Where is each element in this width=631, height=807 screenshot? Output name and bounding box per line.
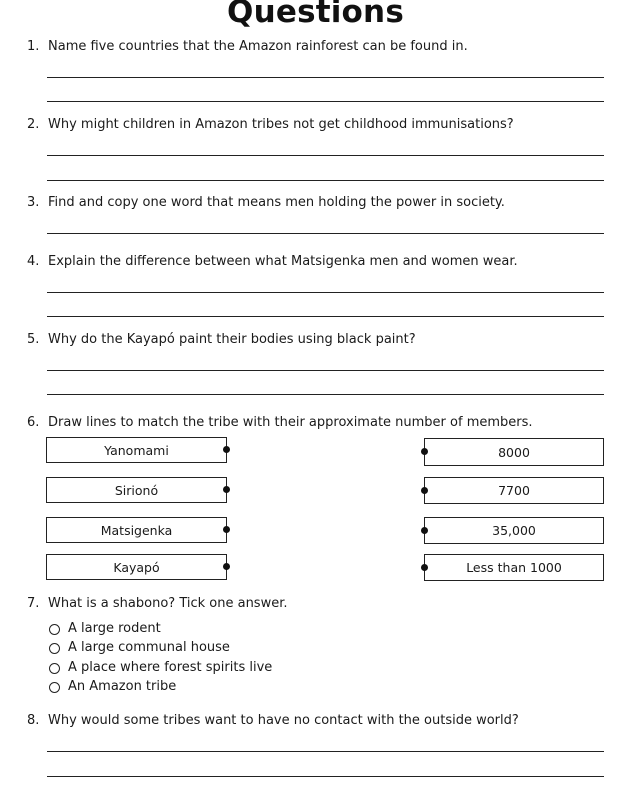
connector-dot[interactable] xyxy=(223,446,230,453)
members-box-8000[interactable] xyxy=(424,438,604,466)
question-text: Find and copy one word that means men holding the power in society. xyxy=(48,195,505,210)
members-box-7700[interactable] xyxy=(424,477,604,504)
connector-dot[interactable] xyxy=(421,448,428,455)
question-number: 1. xyxy=(27,39,40,54)
question-3 xyxy=(27,195,505,211)
question-text: Why would some tribes want to have no contact with the outside world? xyxy=(48,713,519,728)
tribe-box-yanomami[interactable] xyxy=(46,437,227,463)
tribe-box-matsigenka[interactable] xyxy=(46,517,227,543)
option-communal-house[interactable] xyxy=(49,640,230,656)
tribe-label: Matsigenka xyxy=(100,522,173,538)
members-box-35000[interactable] xyxy=(424,517,604,544)
question-number: 7. xyxy=(27,596,40,611)
question-number: 6. xyxy=(27,415,40,430)
option-amazon-tribe[interactable] xyxy=(49,679,176,695)
question-2 xyxy=(27,117,514,133)
answer-line[interactable] xyxy=(47,394,604,395)
answer-line[interactable] xyxy=(47,101,604,102)
question-7 xyxy=(27,596,288,612)
radio-circle-icon[interactable] xyxy=(49,663,60,674)
answer-line[interactable] xyxy=(47,233,604,234)
question-4 xyxy=(27,254,518,270)
page-title: Questions xyxy=(227,0,404,30)
members-label: 7700 xyxy=(498,483,530,498)
radio-circle-icon[interactable] xyxy=(49,643,60,654)
answer-line[interactable] xyxy=(47,370,604,371)
question-text: Name five countries that the Amazon rainforest can be found in. xyxy=(48,39,468,54)
option-label: A large rodent xyxy=(68,621,161,636)
option-label: A place where forest spirits live xyxy=(68,660,273,675)
question-text: Explain the difference between what Matsigenka men and women wear. xyxy=(48,254,518,269)
question-number: 2. xyxy=(27,117,40,132)
answer-line[interactable] xyxy=(47,751,604,752)
question-number: 4. xyxy=(27,254,40,269)
option-label: A large communal house xyxy=(68,640,230,655)
connector-dot[interactable] xyxy=(223,563,230,570)
option-large-rodent[interactable] xyxy=(49,621,161,637)
answer-line[interactable] xyxy=(47,316,604,317)
connector-dot[interactable] xyxy=(421,564,428,571)
members-label: Less than 1000 xyxy=(466,560,562,575)
radio-circle-icon[interactable] xyxy=(49,624,60,635)
answer-line[interactable] xyxy=(47,77,604,78)
tribe-label: Yanomami xyxy=(104,442,169,458)
question-text: Why do the Kayapó paint their bodies using black paint? xyxy=(48,332,416,347)
connector-dot[interactable] xyxy=(223,486,230,493)
tribe-box-siriono[interactable] xyxy=(46,477,227,503)
question-number: 8. xyxy=(27,713,40,728)
question-number: 3. xyxy=(27,195,40,210)
radio-circle-icon[interactable] xyxy=(49,682,60,693)
option-forest-spirits[interactable] xyxy=(49,660,272,676)
question-5 xyxy=(27,332,416,348)
question-text: What is a shabono? Tick one answer. xyxy=(48,596,288,611)
question-number: 5. xyxy=(27,332,40,347)
question-8 xyxy=(27,713,519,729)
question-text: Draw lines to match the tribe with their approximate number of members. xyxy=(48,415,533,430)
tribe-box-kayapo[interactable] xyxy=(46,554,227,580)
tribe-label: Kayapó xyxy=(113,559,160,575)
connector-dot[interactable] xyxy=(223,526,230,533)
members-box-less-than-1000[interactable] xyxy=(424,554,604,581)
answer-line[interactable] xyxy=(47,155,604,156)
connector-dot[interactable] xyxy=(421,527,428,534)
tribe-label: Sirionó xyxy=(114,482,159,498)
answer-line[interactable] xyxy=(47,776,604,777)
option-label: An Amazon tribe xyxy=(68,679,177,694)
connector-dot[interactable] xyxy=(421,487,428,494)
question-6 xyxy=(27,415,533,431)
question-text: Why might children in Amazon tribes not get childhood immunisations? xyxy=(48,117,514,132)
members-label: 35,000 xyxy=(492,523,536,538)
members-label: 8000 xyxy=(498,444,530,460)
question-1 xyxy=(27,39,468,55)
answer-line[interactable] xyxy=(47,180,604,181)
answer-line[interactable] xyxy=(47,292,604,293)
